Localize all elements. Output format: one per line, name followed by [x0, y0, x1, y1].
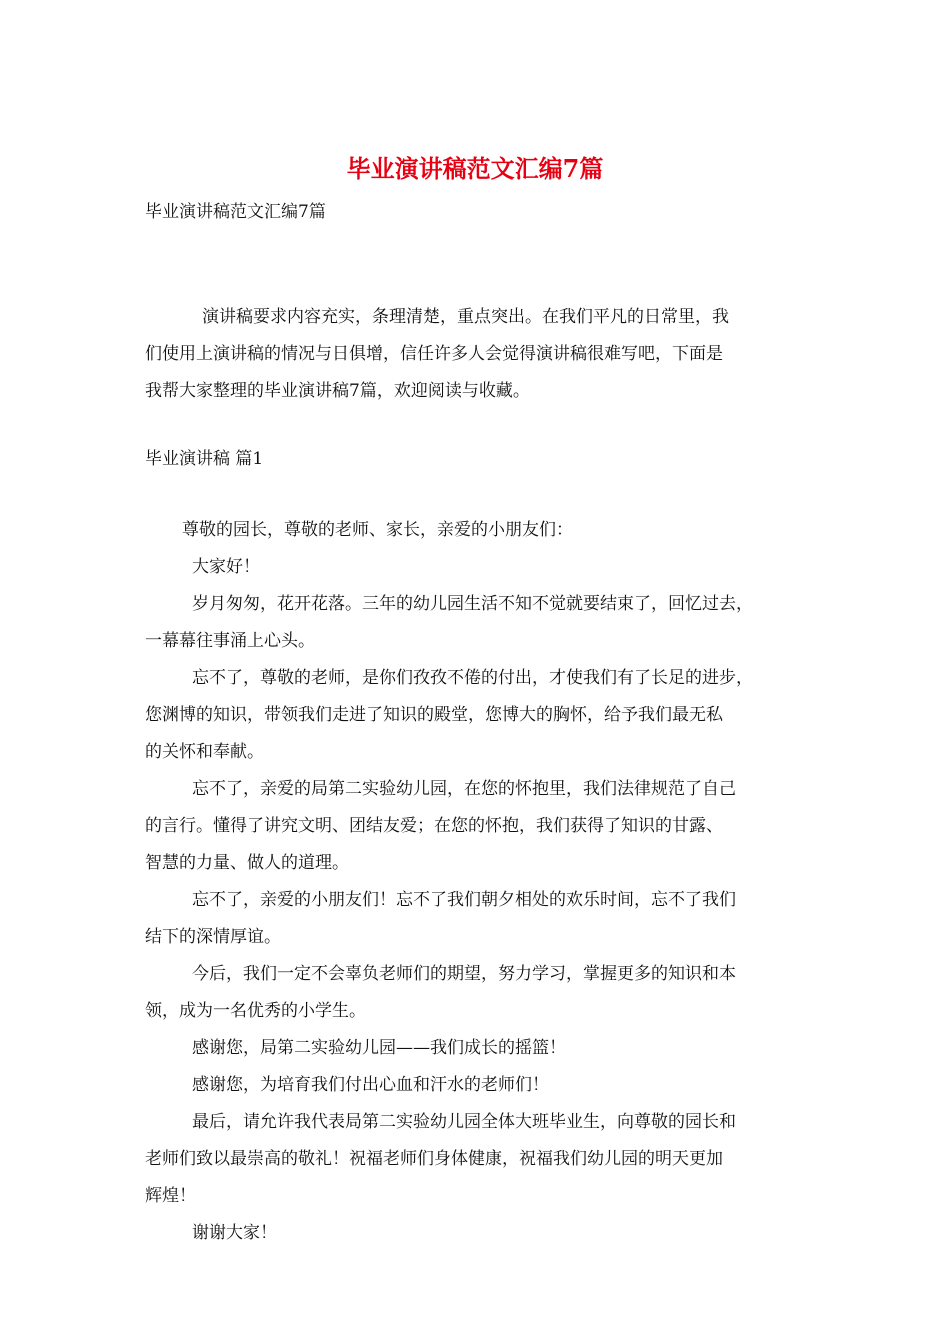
body-line: 结下的深情厚谊。	[145, 927, 281, 947]
body-line: 感谢您，为培育我们付出心血和汗水的老师们！	[192, 1075, 549, 1095]
body-line: 谢谢大家！	[192, 1223, 277, 1243]
body-line: 一幕幕往事涌上心头。	[145, 631, 315, 651]
body-line: 您渊博的知识，带领我们走进了知识的殿堂，您博大的胸怀，给予我们最无私	[145, 705, 723, 725]
section-heading: 毕业演讲稿 篇1	[145, 449, 264, 469]
body-line: 尊敬的园长，尊敬的老师、家长，亲爱的小朋友们：	[182, 520, 573, 540]
document-subtitle: 毕业演讲稿范文汇编7篇	[145, 202, 326, 222]
speech-body	[145, 512, 817, 1252]
body-line: 今后，我们一定不会辜负老师们的期望，努力学习，掌握更多的知识和本	[192, 964, 736, 984]
body-line: 智慧的力量、做人的道理。	[145, 853, 349, 873]
intro-line: 们使用上演讲稿的情况与日俱增，信任许多人会觉得演讲稿很难写吧，下面是	[145, 344, 723, 364]
document-title: 毕业演讲稿范文汇编7篇	[346, 154, 604, 183]
body-line: 最后，请允许我代表局第二实验幼儿园全体大班毕业生，向尊敬的园长和	[192, 1112, 736, 1132]
intro-paragraph	[145, 299, 810, 410]
body-line: 辉煌！	[145, 1186, 196, 1206]
body-line: 的关怀和奉献。	[145, 742, 264, 762]
intro-line: 我帮大家整理的毕业演讲稿7篇，欢迎阅读与收藏。	[145, 381, 530, 401]
body-line: 忘不了，亲爱的局第二实验幼儿园，在您的怀抱里，我们法律规范了自己	[192, 779, 736, 799]
body-line: 大家好！	[192, 557, 260, 577]
body-line: 忘不了，尊敬的老师，是你们孜孜不倦的付出，才使我们有了长足的进步，	[192, 668, 753, 688]
body-line: 老师们致以最崇高的敬礼！祝福老师们身体健康，祝福我们幼儿园的明天更加	[145, 1149, 723, 1169]
body-line: 感谢您，局第二实验幼儿园——我们成长的摇篮！	[192, 1038, 566, 1058]
body-line: 忘不了，亲爱的小朋友们！忘不了我们朝夕相处的欢乐时间，忘不了我们	[192, 890, 736, 910]
body-line: 领，成为一名优秀的小学生。	[145, 1001, 366, 1021]
body-line: 岁月匆匆，花开花落。三年的幼儿园生活不知不觉就要结束了，回忆过去，	[192, 594, 753, 614]
intro-line: 演讲稿要求内容充实，条理清楚，重点突出。在我们平凡的日常里，我	[202, 307, 729, 327]
body-line: 的言行。懂得了讲究文明、团结友爱；在您的怀抱，我们获得了知识的甘露、	[145, 816, 723, 836]
